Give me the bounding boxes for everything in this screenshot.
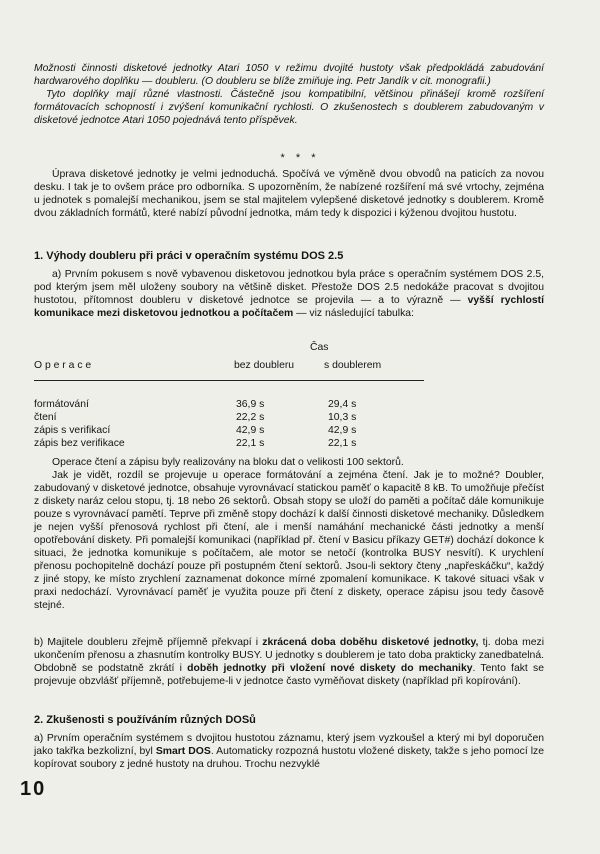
table-cell: zápis s verifikací [34,425,111,436]
text-run: — viz následující tabulka: [293,308,414,319]
text-run: b) Majitele doubleru zřejmě příjemně překvapí i [34,637,263,648]
table-cell: 22,1 s [236,438,265,449]
section-divider: * * * [280,152,320,164]
table-cell: zápis bez verifikace [34,438,125,449]
table-cell: 10,3 s [328,412,357,423]
intro-paragraph: Možnosti činnosti disketové jednotky Atari 1050 v režimu dvojité hustoty však předpokládá zabudování hardwarového doplňku — doubleru. (O doubleru se blíže zmiňuje ing. Petr Jandík v cit. monografii.) [34,63,544,87]
table-rule [34,380,424,381]
emphasis-text: doběh jednotky při vložení nové diskety do mechaniky [187,663,473,674]
text-run: a) Prvním pokusem s nově vybavenou disketovou jednotkou byla práce s operačním systémem DOS 2.5, pod kterým jsem měl uloženy soubory na většině disket. Přestože DOS 2.5 nedokáže pracovat s dvojitou hustotou, přítomnost doubleru v disketové jednotce se projevila — a to výrazně — [34,269,544,306]
emphasis-text: Smart DOS [155,746,211,757]
table-cell: 22,2 s [236,412,265,423]
text-run: . Tento fakt se projevuje obzvlášť příjemně, potřebujeme-li v jednotce často vyměňovat diskety (například při kopírování). [34,663,544,687]
intro-paragraph: Tyto doplňky mají různé vlastnosti. Částečně jsou kompatibilní, většinou přinášejí kromě rozšíření formátovacích schopností i zvýšení komunikační rychlosti. O zkušenostech s doublerem zabudovaným v disketové jednotce Atari 1050 pojednává tento příspěvek. [34,89,544,126]
page-number: 10 [20,778,47,800]
text-run: Operace čtení a zápisu byly realizovány na bloku dat o velikosti 100 sektorů. [52,457,404,468]
table-cell: formátování [34,399,89,410]
table-row [34,437,434,450]
text-run: tj. doba mezi ukončením přenosu a zhasnutím kontrolky BUSY. U jednotky s doublerem je tato doba prakticky zanedbatelná. Obdobně se podstatně zkrátí i [34,637,545,674]
intro-note [34,62,544,127]
table-cell: 29,4 s [328,399,357,410]
table-cell: 42,9 s [328,425,357,436]
body-paragraph [34,732,544,771]
body-paragraph: Úprava disketové jednotky je velmi jednoduchá. Spočívá ve výměně dvou obvodů na paticích za novou desku. I tak je to ovšem práce pro odborníka. S upozorněním, že nabízené rozšíření má své vrtochy, zejména u jednotek s pomalejší mechanikou, jsem se stal majitelem vylepšené disketové jednotky s doublerem. Kromě dvou základních formátů, které nabízí původní jednotka, mám tedy k dispozici i kýženou dvojitou hustotu. [34,169,544,219]
table-header-without: bez doubleru [234,360,295,371]
table-cell: 22,1 s [328,438,357,449]
emphasis-text: zkrácená doba doběhu disketové jednotky, [262,637,479,648]
table-cell: 42,9 s [236,425,265,436]
text-run: Jak je vidět, rozdíl se projevuje u operace formátování a zejména čtení. Jak je to možné? Doubler, zabudovaný v disketové jednotce, obsahuje vyrovnávací statickou paměť o kapacitě 8 kB. To umožňuje přečíst z diskety naráz celou stopu, tj. 18 nebo 26 sektorů. Obsah stopy se uloží do paměti a počítač dále komunikuje pouze s vyrovnávací pamětí. Teprve při změně stopy dochází k další činnosti disketové mechaniky. Důsledkem je nejen vyšší přenosová rychlost při čtení, ale i menší namáhání mechanické části jednotky a menší opotřebování diskety. Při pomalejší komunikaci (například př. čtení v Basicu příkazy GET#) dochází dokonce k situaci, že jednotka komunikuje s počítačem, ale motor se netočí (kontrolka BUSY nesvítí). K urychlení přenosu pochopitelně dochází pouze při postupném čtení sektorů. Jsou-li sektory čteny „napřeskáčku“, každý z jiné stopy, ke místo zrychlení zaznamenat dokonce mírné zpomalení komunikace. K takové situaci však v praxi nedochází. Vyrovnávací paměť je využita pouze při čtení z diskety, operace zápisu jsou tedy časově stejné. [34,470,544,611]
body-paragraph [34,268,544,320]
body-paragraph [34,636,544,688]
table-row [34,398,434,411]
table-cell: čtení [34,412,57,423]
body-paragraph [34,456,544,612]
table-body [34,398,434,450]
section-heading: 2. Zkušenosti s používáním různých DOSů [34,714,256,726]
table-group-header: Čas [310,342,329,353]
text-run: a) Prvním operačním systémem s dvojitou hustotou záznamu, který jsem vyzkoušel a který mi byl doporučen jako takřka bezkolizní, byl [34,733,544,757]
table-cell: 36,9 s [236,399,265,410]
table-row [34,411,434,424]
section-heading: 1. Výhody doubleru při práci v operačním systému DOS 2.5 [34,250,344,262]
table-row [34,424,434,437]
emphasis-text: vyšší rychlostí komunikace mezi disketovou jednotkou a počítačem [34,295,544,319]
table-header-with: s doublerem [324,360,382,371]
table-header-operation: O p e r a c e [34,360,92,371]
text-run: . Automaticky rozpozná hustotu vložené diskety, takže s jeho pomocí lze kopírovat soubory z jedné hustoty na druhou. Trochu nezvyklé [34,746,545,770]
